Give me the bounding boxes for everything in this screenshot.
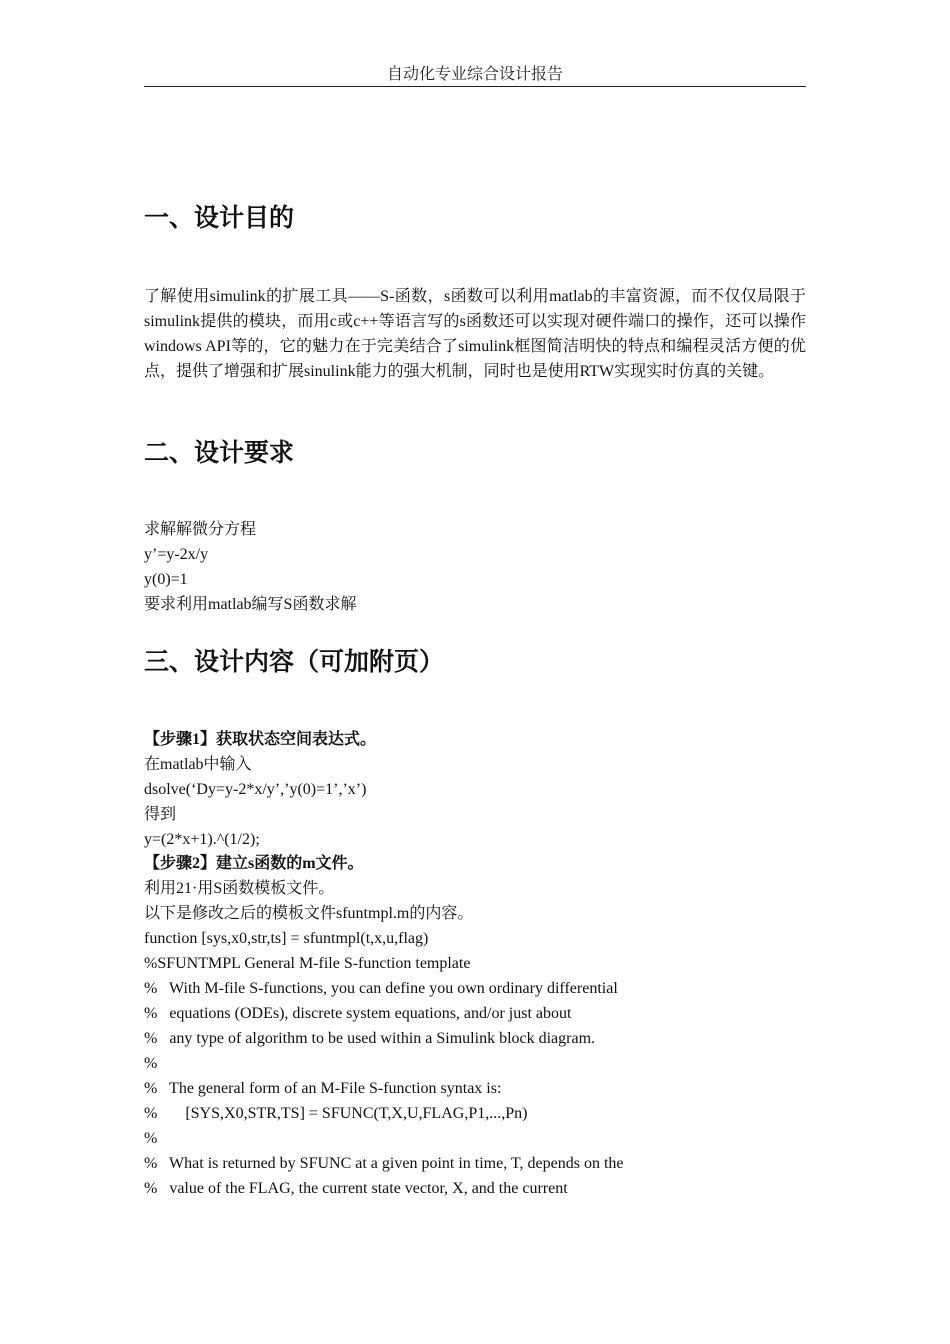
requirement-line: 求解解微分方程 — [144, 521, 257, 538]
content-line: 利用21·用S函数模板文件。 — [144, 880, 335, 897]
running-header: 自动化专业综合设计报告 — [386, 66, 563, 83]
content-line: dsolve(‘Dy=y-2*x/y’,’y(0)=1’,’x’) — [144, 781, 367, 798]
content-line: 以下是修改之后的模板文件sfuntmpl.m的内容。 — [144, 905, 474, 922]
code-line: % What is returned by SFUNC at a given point in time, T, depends on the — [144, 1155, 624, 1172]
section3-heading: 三、设计内容（可加附页） — [144, 649, 445, 676]
code-line: function [sys,x0,str,ts] = sfuntmpl(t,x,u,flag) — [144, 930, 429, 947]
code-line: % The general form of an M-File S-function syntax is: — [144, 1080, 502, 1097]
code-line: %SFUNTMPL General M-file S-function template — [144, 955, 471, 972]
content-line: 在matlab中输入 — [144, 756, 252, 773]
code-line: % [SYS,X0,STR,TS] = SFUNC(T,X,U,FLAG,P1,...,Pn) — [144, 1105, 528, 1122]
code-line: % value of the FLAG, the current state vector, X, and the current — [144, 1180, 568, 1197]
requirement-line: y’=y-2x/y — [144, 546, 209, 563]
code-line: % any type of algorithm to be used within a Simulink block diagram. — [144, 1030, 596, 1047]
code-line: % — [144, 1130, 158, 1147]
header-rule — [144, 86, 806, 87]
requirement-line: y(0)=1 — [144, 571, 188, 588]
section2-heading: 二、设计要求 — [144, 440, 295, 467]
code-line: % — [144, 1055, 158, 1072]
code-line: % With M-file S-functions, you can define you own ordinary differential — [144, 980, 618, 997]
content-line: y=(2*x+1).^(1/2); — [144, 831, 260, 848]
requirement-line: 要求利用matlab编写S函数求解 — [144, 596, 357, 613]
content-line: 得到 — [144, 806, 177, 823]
code-line: % equations (ODEs), discrete system equations, and/or just about — [144, 1005, 572, 1022]
step2-title: 【步骤2】建立s函数的m文件。 — [144, 855, 364, 872]
section1-paragraph: 了解使用simulink的扩展工具——S-函数，s函数可以利用matlab的丰富资源，而不仅仅局限于simulink提供的模块，而用c或c++等语言写的s函数还可以实现对硬件端口的操作，还可以操作windows API等的，它的魅力在于完美结合了simulink框图简洁明快的特点和编程灵活方便的优点，提供了增强和扩展sinulink能力的强大机制，同时也是使用RTW实现实时仿真的关键。 — [144, 288, 806, 380]
step1-title: 【步骤1】获取状态空间表达式。 — [144, 731, 377, 748]
section1-heading: 一、设计目的 — [144, 205, 295, 232]
